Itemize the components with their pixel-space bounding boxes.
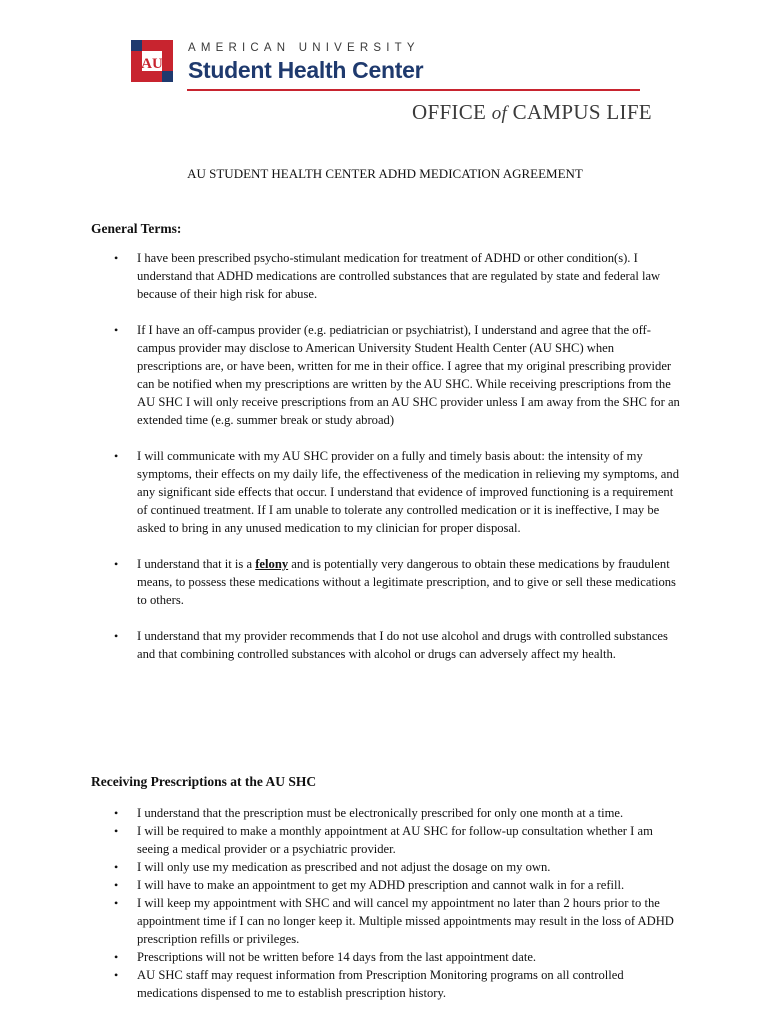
list-item: • Prescriptions will not be written before 14 days from the last appointment date. — [91, 948, 681, 966]
letterhead — [0, 0, 770, 130]
list-item: • I understand that my provider recommends that I do not use alcohol and drugs with controlled substances and that combining controlled substances with alcohol or drugs can adversely affect my health. — [91, 627, 681, 663]
list-item: • I will be required to make a monthly appointment at AU SHC for follow-up consultation whether I am seeing a medical provider or a psychiatric provider. — [91, 822, 681, 858]
list-item: • I have been prescribed psycho-stimulant medication for treatment of ADHD or other condition(s). I understand that ADHD medications are controlled substances that are regulated by state and federal law because of their high risk for abuse. — [91, 249, 681, 303]
list-item: • I understand that the prescription must be electronically prescribed for only one month at a time. — [91, 804, 681, 822]
au-logo — [131, 40, 173, 82]
list-item: • If I have an off-campus provider (e.g. pediatrician or psychiatrist), I understand and agree that the off-campus provider may disclose to American University Student Health Center (AU SHC) when prescriptions are, or have been, written for me in their office. I agree that my original prescribing provider can be notified when my prescriptions are written by the AU SHC. While receiving prescriptions from the AU SHC I will only receive prescriptions from an AU SHC provider unless I am away from the SHC for an extended time (e.g. summer break or study abroad) — [91, 321, 681, 429]
document-title: AU STUDENT HEALTH CENTER ADHD MEDICATION AGREEMENT — [187, 166, 583, 181]
list-item: • I will only use my medication as prescribed and not adjust the dosage on my own. — [91, 858, 681, 876]
list-item: • I will communicate with my AU SHC provider on a fully and timely basis about: the intensity of my symptoms, their effects on my daily life, the effectiveness of the medication in relieving my symptoms, and any significant side effects that occur. I understand that evidence of improved functioning is a requirement of continued treatment. If I am unable to tolerate any controlled medication or it is ineffective, I may be asked to bring in any unused medication to my clinician for proper disposal. — [91, 447, 681, 537]
list-item: • I will have to make an appointment to get my ADHD prescription and cannot walk in for a refill. — [91, 876, 681, 894]
list-item: • AU SHC staff may request information from Prescription Monitoring programs on all controlled medications dispensed to me to establish prescription history. — [91, 966, 681, 1002]
list-item: • I will keep my appointment with SHC and will cancel my appointment no later than 2 hours prior to the appointment time if I can no longer keep it. Multiple missed appointments may result in the loss of ADHD prescription refills or privileges. — [91, 894, 681, 948]
felony-emphasis: felony — [255, 557, 289, 571]
felony-text-after: and is potentially very dangerous to obtain these medications by fraudulent means, to possess these medications without a legitimate prescription, and to give or sell these medications to others. — [137, 557, 676, 607]
general-terms-heading: General Terms: — [91, 221, 182, 236]
office-word: OFFICE — [412, 100, 487, 124]
office-of-word: of — [491, 103, 508, 124]
receiving-prescriptions-heading: Receiving Prescriptions at the AU SHC — [91, 774, 317, 789]
office-campus-word: CAMPUS — [512, 100, 601, 124]
header-rule — [187, 89, 640, 91]
receiving-prescriptions-list — [91, 804, 681, 1002]
list-item — [91, 555, 681, 609]
university-name: AMERICAN UNIVERSITY — [188, 42, 420, 54]
center-name: Student Health Center — [188, 57, 424, 83]
felony-text-before: I understand that it is a — [137, 557, 253, 571]
office-life-word: LIFE — [606, 100, 652, 124]
general-terms-list — [91, 249, 681, 681]
logo-letters: AU — [141, 56, 163, 72]
office-of-campus-life — [412, 100, 652, 125]
